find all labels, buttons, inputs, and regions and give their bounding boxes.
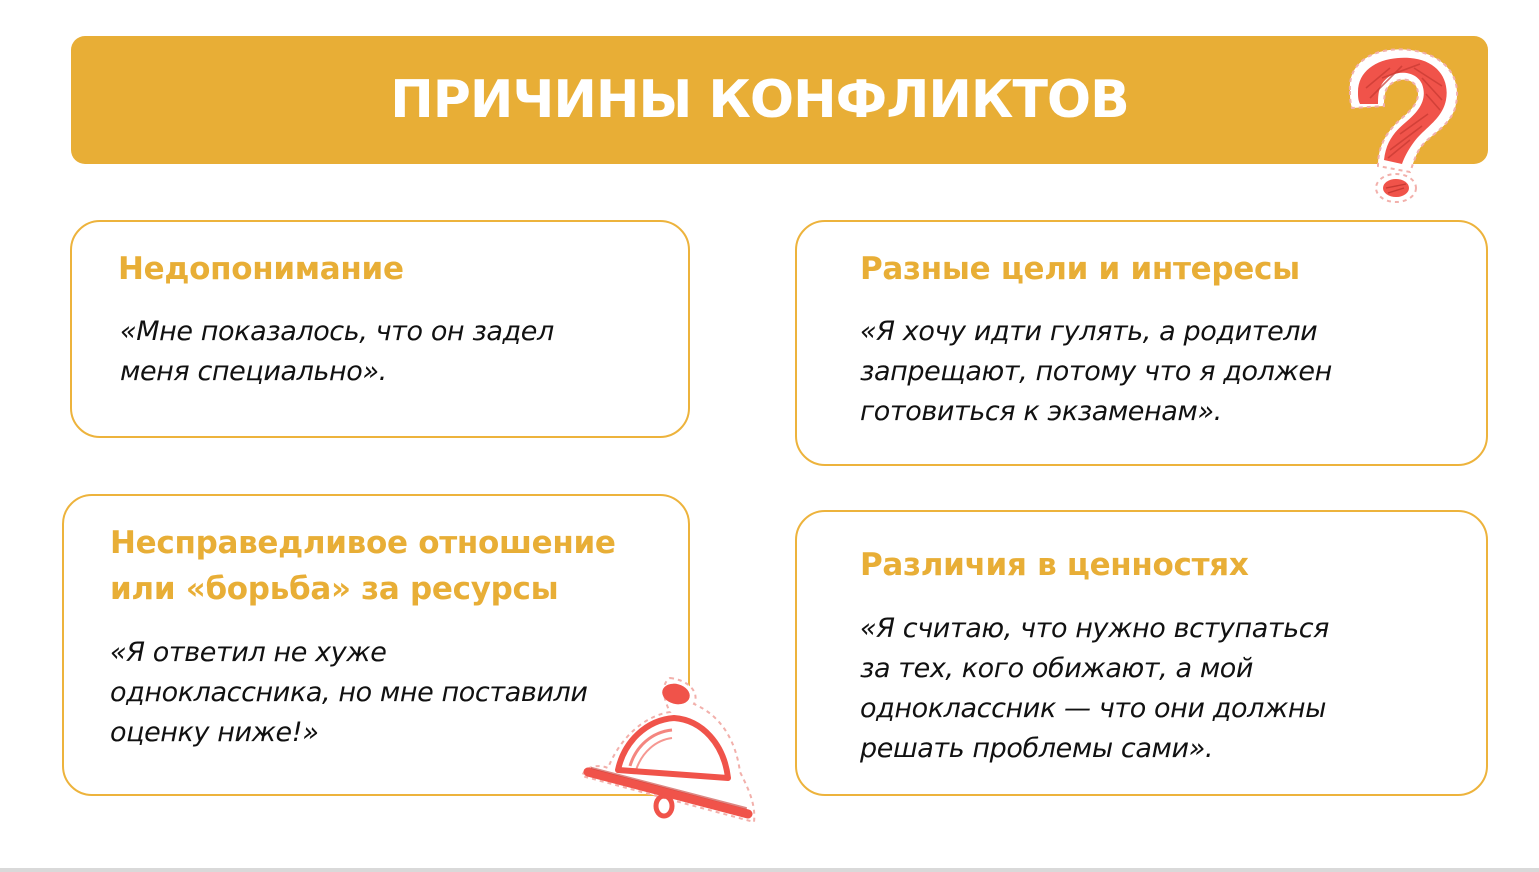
cause-card-different-goals (795, 220, 1488, 466)
card-quote-line: решать проблемы сами». (860, 733, 1214, 764)
card-quote-line: «Я хочу идти гулять, а родители (860, 316, 1318, 347)
card-quote-line: готовиться к экзаменам». (860, 396, 1222, 427)
card-heading-line: Недопонимание (118, 251, 404, 287)
card-quote-line: «Я ответил не хуже (110, 637, 387, 668)
card-quote-line: одноклассника, но мне поставили (110, 677, 588, 708)
card-quote-line: «Мне показалось, что он задел (120, 316, 554, 347)
page-title: ПРИЧИНЫ КОНФЛИКТОВ (390, 70, 1129, 130)
card-heading (860, 246, 1300, 292)
card-heading-line: Различия в ценностях (860, 547, 1249, 583)
cause-card-misunderstanding (70, 220, 690, 438)
bell-icon (572, 672, 762, 838)
card-quote-line: «Я считаю, что нужно вступаться (860, 613, 1329, 644)
title-banner (71, 36, 1488, 164)
card-quote-line: меня специально». (120, 356, 387, 387)
card-heading-line: Несправедливое отношение (110, 525, 616, 561)
card-quote-line: за тех, кого обижают, а мой (860, 653, 1254, 684)
card-heading (860, 542, 1249, 588)
card-quote-line: запрещают, потому что я должен (860, 356, 1332, 387)
card-quote (110, 633, 588, 753)
card-heading (118, 246, 404, 292)
question-mark-icon (1330, 38, 1470, 210)
card-quote (860, 609, 1329, 769)
card-quote-line: одноклассник — что они должны (860, 693, 1327, 724)
card-quote (120, 312, 554, 392)
cause-card-value-differences (795, 510, 1488, 796)
card-quote-line: оценку ниже!» (110, 717, 319, 748)
bottom-divider (0, 868, 1539, 872)
card-heading-line: Разные цели и интересы (860, 251, 1300, 287)
card-heading (110, 520, 616, 612)
card-heading-line: или «борьба» за ресурсы (110, 571, 559, 607)
card-quote (860, 312, 1332, 432)
